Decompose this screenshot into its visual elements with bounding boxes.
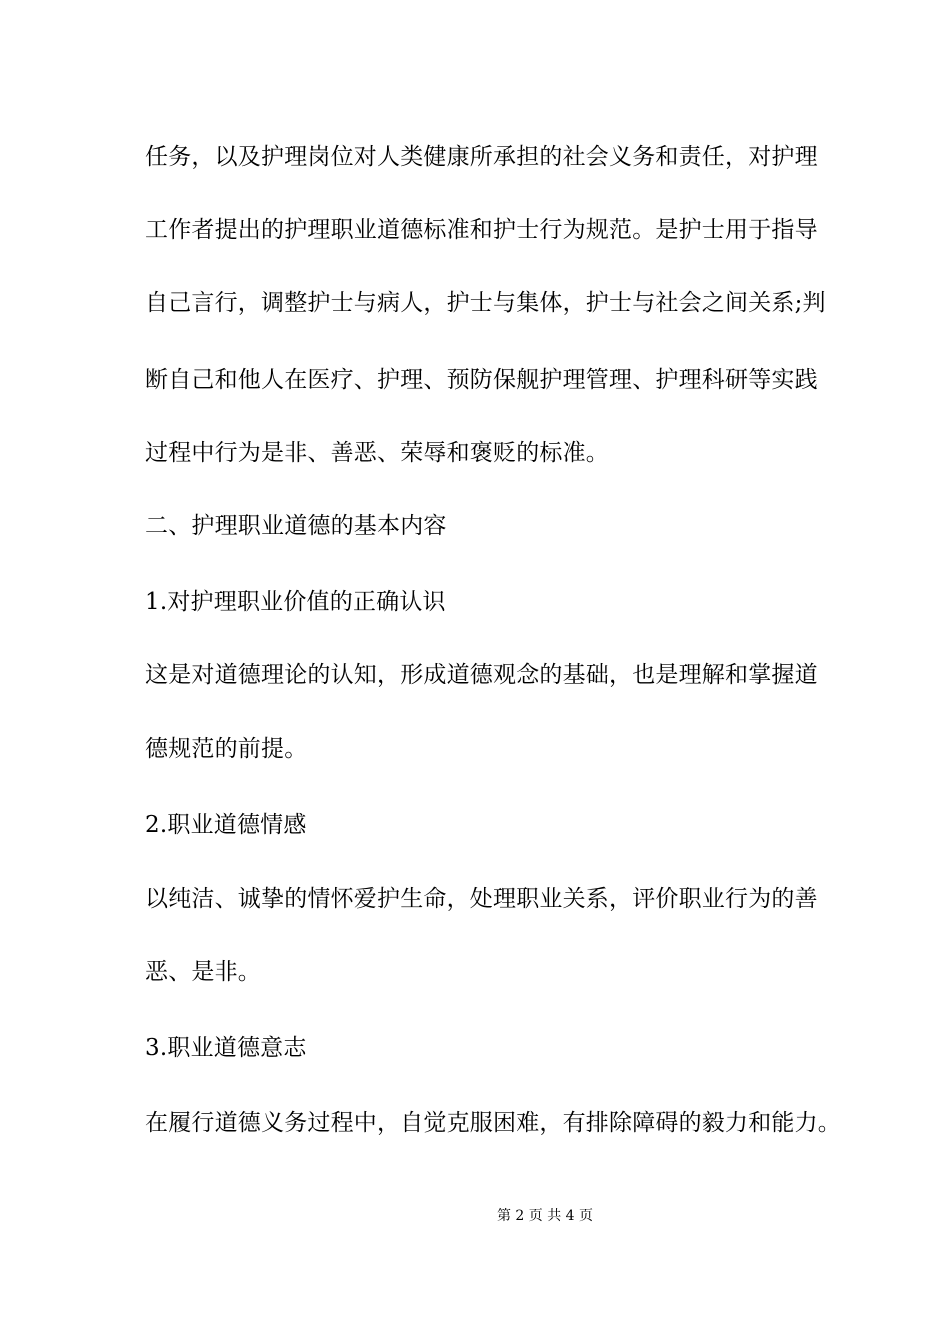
paragraph-line: 以纯洁、诚挚的情怀爱护生命，处理职业关系，评价职业行为的善	[145, 886, 818, 912]
section-heading: 二、护理职业道德的基本内容	[145, 513, 447, 539]
paragraph-line: 断自己和他人在医疗、护理、预防保舰护理管理、护理科研等实践	[145, 367, 818, 393]
subsection-heading: 3.职业道德意志	[145, 1035, 307, 1061]
paragraph-line: 在履行道德义务过程中，自觉克服困难，有排除障碍的毅力和能力。	[145, 1110, 841, 1136]
paragraph-line: 工作者提出的护理职业道德标准和护士行为规范。是护士用于指导	[145, 217, 818, 243]
paragraph-line: 德规范的前提。	[145, 736, 308, 762]
subsection-heading: 2.职业道德情感	[145, 812, 307, 838]
paragraph-line: 过程中行为是非、善恶、荣辱和褒贬的标准。	[145, 440, 609, 466]
paragraph-line: 这是对道德理论的认知，形成道德观念的基础，也是理解和掌握道	[145, 662, 818, 688]
page-number-footer: 第 2 页 共 4 页	[496, 1208, 594, 1224]
paragraph-line: 自己言行，调整护士与病人，护士与集体，护士与社会之间关系;判	[145, 290, 826, 316]
paragraph-line: 恶、是非。	[145, 959, 261, 985]
paragraph-line: 任务，以及护理岗位对人类健康所承担的社会义务和责任，对护理	[145, 144, 818, 170]
subsection-heading: 1.对护理职业价值的正确认识	[145, 589, 446, 615]
